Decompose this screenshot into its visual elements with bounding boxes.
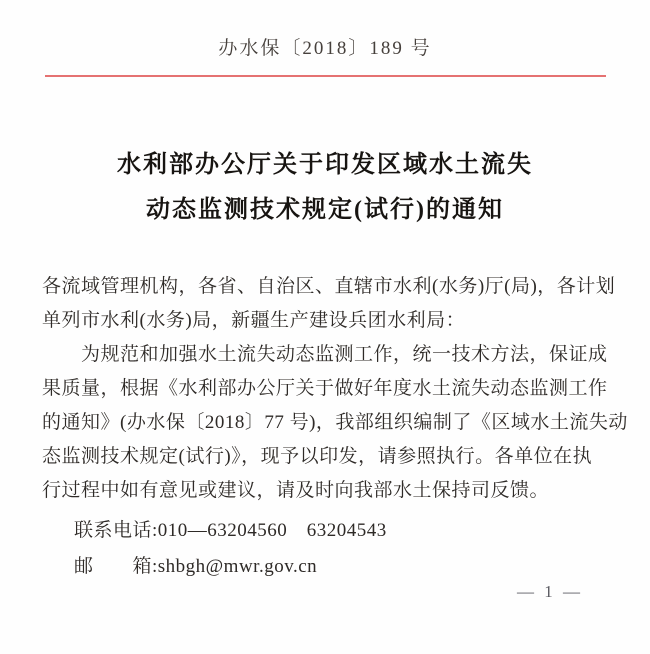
paragraph-line-1: 为规范和加强水土流失动态监测工作，统一技术方法，保证成 <box>81 344 608 365</box>
document-title-line-2: 动态监测技术规定(试行)的通知 <box>146 197 504 223</box>
contact-phone-line <box>42 513 614 549</box>
phone-value: 010—63204560 63204543 <box>157 520 387 541</box>
contact-email-line <box>42 549 614 585</box>
document-body <box>42 270 628 585</box>
red-divider-line <box>45 75 606 77</box>
phone-label: 联系电话: <box>74 520 158 541</box>
paragraph-line-3: 的通知》(办水保〔2018〕77 号)，我部组织编制了《区域水土流失动 <box>42 412 628 433</box>
email-value: shbgh@mwr.gov.cn <box>157 556 318 577</box>
paragraph-line-4: 态监测技术规定(试行)》，现予以印发，请参照执行。各单位在执 <box>42 446 593 467</box>
contact-info <box>42 513 614 585</box>
document-title <box>0 143 650 233</box>
paragraph-line-5: 行过程中如有意见或建议，请及时向我部水土保持司反馈。 <box>42 480 550 501</box>
salutation-line-1: 各流域管理机构，各省、自治区、直辖市水利(水务)厅(局)，各计划 <box>42 276 616 297</box>
paragraph-line-2: 果质量，根据《水利部办公厅关于做好年度水土流失动态监测工作 <box>42 378 608 399</box>
document-number: 办水保〔2018〕189 号 <box>218 38 432 59</box>
email-label: 邮 箱: <box>74 556 158 577</box>
page-number: — 1 — <box>517 582 583 601</box>
document-title-line-1: 水利部办公厅关于印发区域水土流失 <box>117 152 533 178</box>
salutation-line-2: 单列市水利(水务)局，新疆生产建设兵团水利局： <box>42 310 466 331</box>
